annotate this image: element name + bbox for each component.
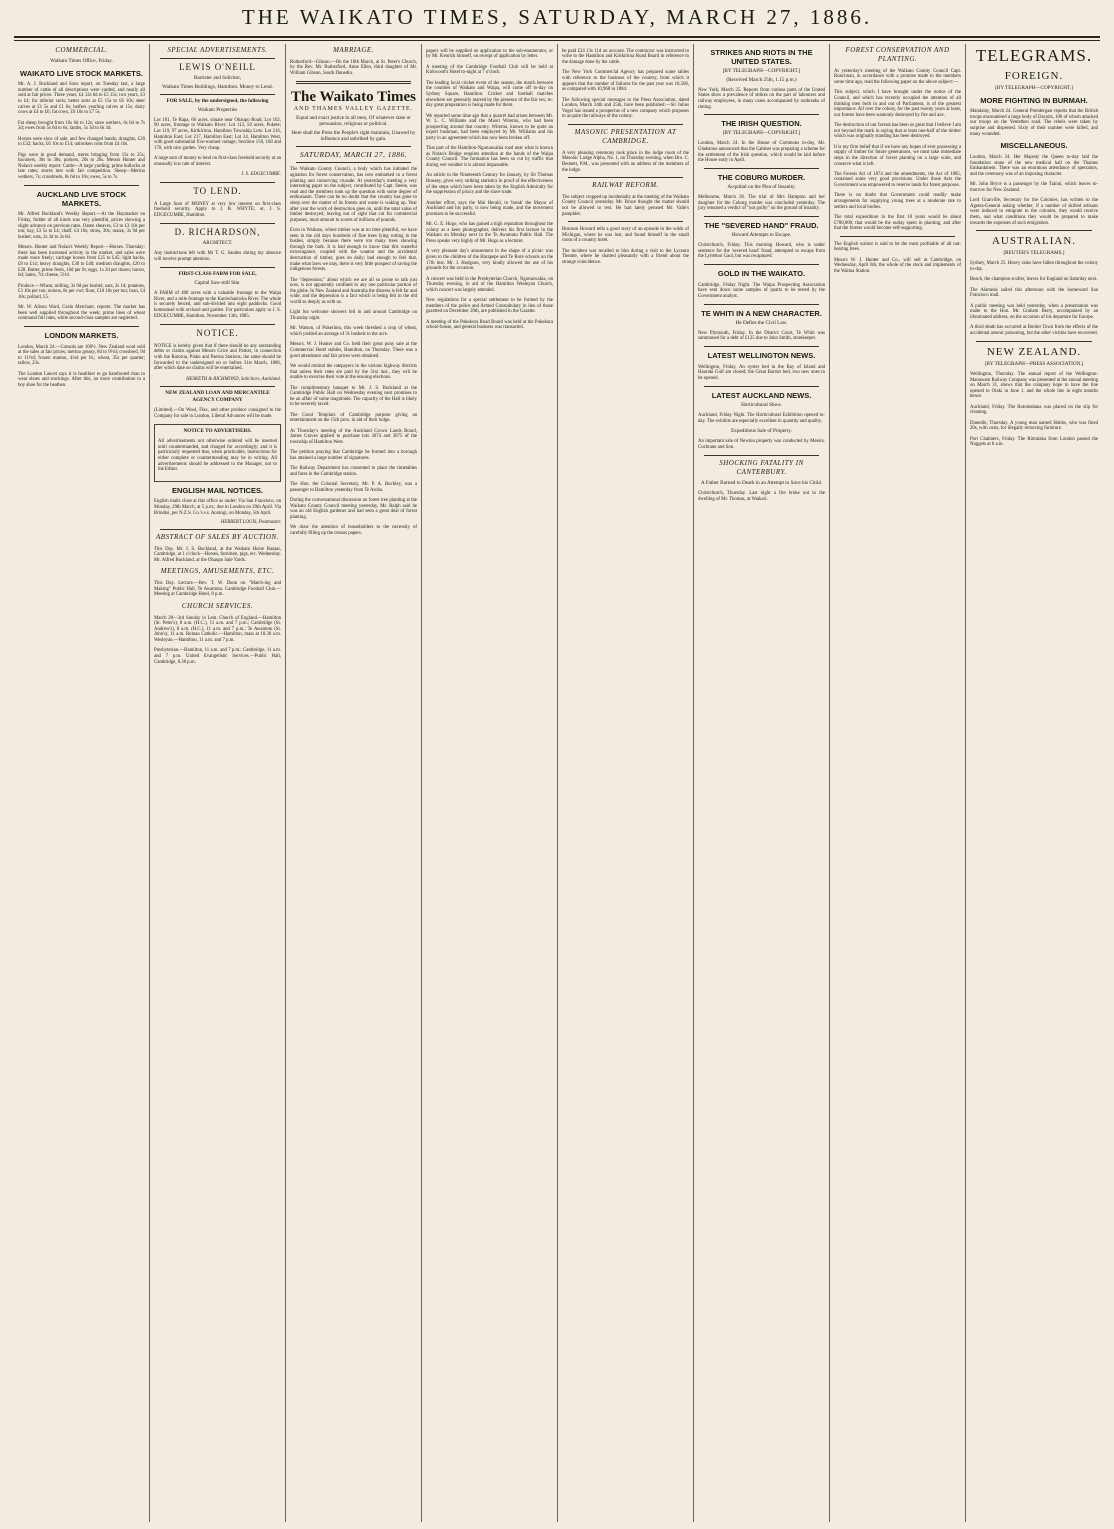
auckland-markets-heading: AUCKLAND LIVE STOCK MARKETS. xyxy=(36,189,127,208)
divider xyxy=(24,185,139,186)
telegram-body: Lord Granville, Secretary for the Colonies, has written to the Agents-General asking whether, if a number of skilled artisans were induced to emigrate to the colonies, they would receive them, and what conditions they would be prepared to make towards the expenses of such emigration. xyxy=(970,198,1098,226)
market-report-paragraph: Horses were slow of sale, and few changed hands; draughts, £20 to £32; hacks, £6 10s to £14; unbroken colts from £4 10s. xyxy=(18,136,145,148)
article-paragraph: The total expenditure in the first 10 years would be about £700,000; that would be the outlay spent in planting, and after that the forests would become self-supporting. xyxy=(834,215,961,232)
local-news-item: The following special messages to the Press Association, dated London, March 24th and 25th, have been published:—Sir Julius Vogel has issued a prospectus of a new company which proposes to acquire the railways of the colony. xyxy=(562,97,689,120)
divider xyxy=(160,94,275,95)
telegram-heading: GOLD IN THE WAIKATO. xyxy=(717,269,806,278)
article-paragraph: The destruction of our forests has been so great that I believe I am not beyond the mark in saying that at least one-half of the timber which was originally standing has been destroyed. xyxy=(834,123,961,140)
mail-notices-body: English mails close at this office as under: Via San Francisco, on Monday, 29th March, at 5 p.m.; due in London on 29th April. Via Brindisi, per N.Z.S. Co.'s s.s. Aorangi, on Monday, 5th April. xyxy=(154,499,281,516)
telegram-subhead: Horticultural Show. xyxy=(741,401,782,408)
divider xyxy=(160,529,275,530)
local-news-item: We draw the attention of householders to the necessity of carefully filling up the census papers. xyxy=(290,525,417,536)
article-paragraph: A very pleasing ceremony took place in the lodge room of the Masonic Lodge Alpha, No. 1, on Thursday evening, when Bro. C. Bennett, P.M., was presented with an address of the members of the lodge. xyxy=(562,150,689,173)
foreign-heading: FOREIGN. xyxy=(1004,70,1064,82)
church-services-heading: CHURCH SERVICES. xyxy=(181,601,254,610)
paper-subtitle: AND THAMES VALLEY GAZETTE. xyxy=(293,105,414,112)
telegram-heading: TE WHITI IN A NEW CHARACTER. xyxy=(701,308,822,318)
article-paragraph: The subject cropped up incidentally at the meeting of the Waikato County Council yesterday. Mr. Bruce thought the matter should not be allowed to rest. He had lately perused Mr. Vaile's pamphlet. xyxy=(562,194,689,217)
new-zealand-heading: NEW ZEALAND. xyxy=(986,345,1082,358)
market-report-paragraph: Produce.—Wheat, milling, 3s 9d per bushel; oats, 2s 1d; potatoes, £3 10s per ton; onions, 8s per cwt; flour, £10 10s per ton; bran, £4 10s; pollard, £5. xyxy=(18,283,145,300)
marriage-notice: Rutherford—Gibson.—On the 10th March, at St. Peter's Church, by the Rev. Mr. Rutherford, Anne Ellen, third daughter of Mr. William Gibson, South Dunedin. xyxy=(290,59,417,76)
column-telegrams xyxy=(966,44,1102,1522)
divider xyxy=(704,168,819,169)
ad-body: Lot 101, Te Rapa, 60 acres, situate near Ohaupo Road; Lot 102, 90 acres, frontage to Waikato River; Lot 113, 50 acres, Pukete; Lot 119, 97 acres, Kirikiriroa. Hamilton Township Lots: Lot 216, Hamilton East; Lot 217, Hamilton East; Lot 34, Hamilton West, with good substantial five-roomed cottage; Sections 150, 168 and 170, with nice garden. Very cheap. xyxy=(154,117,281,151)
telegram-heading: LATEST AUCKLAND NEWS. xyxy=(711,390,812,400)
divider xyxy=(296,81,411,84)
telegram-subhead: Acquittal on the Plea of Insanity. xyxy=(727,183,796,190)
commercial-subhead: Waikato Times Office, Friday. xyxy=(50,58,113,64)
editorial-paragraph: The "depression," about which we are all so prone to talk just now, is not apparently confined to any one particular portion of the globe. In New Zealand and Australia the distress is felt far and wide; and the depression is a fact which is being felt in the old world as deeply as with us. xyxy=(290,277,417,306)
divider xyxy=(704,114,819,115)
auction-sales-body: This Day. Mr. J. S. Buckland, at the Waikato Horse Bazaar, Cambridge, at 1 o'clock—Horses, furniture, pigs, etc. Wednesday. Mr. Alfred Buckland, at the Ohaupo Sale Yards. xyxy=(154,546,281,563)
waikato-markets-heading: WAIKATO LIVE STOCK MARKETS. xyxy=(20,68,143,78)
telegrams-heading: TELEGRAMS. xyxy=(975,46,1093,65)
local-news-item: The New York Commercial Agency has prepared some tables with reference to the business of the country, from which it appears that the number of failures for the past year was 10,568, as compared with 10,968 in 1884. xyxy=(562,70,689,93)
local-news-item: The Good Templars of Cambridge purpose giving an entertainment on the 15th prox. in aid of their lodge. xyxy=(290,412,417,424)
local-news-item: The petition praying that Cambridge be formed into a borough has attained a large number of signatures. xyxy=(290,450,417,461)
ad-title: NEW ZEALAND LOAN AND MERCANTILE AGENCY COMPANY xyxy=(165,390,270,403)
column-local-news xyxy=(422,44,558,1522)
local-news-item: Another effort, says the Mai Herald, to 'break' the Mayor of Auckland and his party, is now being made, and the movement promises to be successful. xyxy=(426,200,553,217)
article-paragraph: Messrs W. J. Hunter and Co., will sell at Cambridge, on Wednesday, April 6th, the whole of the stock and implements of the Waitoa Station. xyxy=(834,257,961,274)
telegram-body: Beach, the champion sculler, leaves for England on Saturday next. xyxy=(970,277,1098,283)
local-news-item: The Hon. the Colonial Secretary, Mr. P. A. Buckley, was a passenger to Hamilton yesterday from Te Aroha. xyxy=(290,482,417,493)
advertisement xyxy=(154,390,281,419)
article-paragraph: The incident was recalled to him during a visit to the Lyceum Theatre, where he chatted pleasantly with a friend about the strange coincidence. xyxy=(562,248,689,265)
telegram-heading: LATEST WELLINGTON NEWS. xyxy=(707,351,816,361)
ad-subtitle: Capital Saw-mill Site. xyxy=(194,279,241,286)
editorial-dateline: SATURDAY, MARCH 27, 1886. xyxy=(299,149,408,159)
telegram-heading: MISCELLANEOUS. xyxy=(1000,141,1068,151)
telegram-heading: STRIKES AND RIOTS IN THE UNITED STATES. xyxy=(710,48,813,66)
local-news-item: We would remind the ratepayers in the various highway districts that unless their rates are paid by the 31st inst., they will be unable to exercise their vote at the ensuing elections. xyxy=(290,363,417,381)
divider xyxy=(160,182,275,183)
divider xyxy=(976,230,1092,231)
auction-sales-heading: ABSTRACT OF SALES BY AUCTION. xyxy=(156,532,279,541)
marriage-heading: MARRIAGE. xyxy=(333,46,374,54)
local-news-item: A concert was held in the Presbyterian Church, Ngaruawahia, on Thursday evening, in aid of the Hamilton Wesleyan Church, which concert was largely attended. xyxy=(426,276,553,293)
telegram-body: A third death has occurred at Border Town from the effects of the accidental arsenic poisoning, but the other victims have recovered. xyxy=(970,325,1098,337)
article-paragraph: It is my firm belief that if we have any hopes of ever possessing a supply of timber for future generations, we must take immediate steps in the direction of forest planting on a large scale, and conserve what is left. xyxy=(834,144,961,167)
mail-signature: HERBERT LOUIS, Postmaster. xyxy=(220,520,281,526)
column-news-continued xyxy=(558,44,694,1522)
local-news-item: papers will be supplied on application to the sub-enumerator, or by Mr. Kenrick himself, on receipt of application by letter. xyxy=(426,48,553,60)
telegram-subhead: He Defies the Civil Law. xyxy=(735,319,788,326)
article-paragraph: Bronson Howard tells a good story of an episode in the wilds of Michigan, where he was lost, and found himself in the small room of a country hotel. xyxy=(562,227,689,244)
ad-title: FOR SALE, by the undersigned, the following xyxy=(166,98,269,104)
ad-line: Waikato Times Buildings, Hamilton. Money to Lend. xyxy=(162,83,273,90)
telegram-body: Cambridge, Friday Night. The Waipa Prospecting Association have sent down some samples of quartz to be tested by the Government analyst. xyxy=(698,282,825,299)
meetings-body: This Day. Lecture.—Rev. T. W. Dunn on "Match-ing and Making" Public Hall, Te Awamutu. Cambridge Football Club.—Meeting at Cambridge Hotel, 8 p.m. xyxy=(154,581,281,598)
divider xyxy=(160,58,275,59)
ad-body: (Limited).—On Wool, Flax, and other produce consigned to the Company for sale in London, Liberal Advances will be made. xyxy=(154,407,281,419)
telegram-heading: MORE FIGHTING IN BURMAH. xyxy=(980,95,1088,105)
telegram-received: (Received March 25th, 1.15 p.m.) xyxy=(726,76,797,83)
telegram-subhead: A Father Burned to Death in an Attempt to Save his Child. xyxy=(700,479,823,486)
column-telegraphic-news xyxy=(694,44,830,1522)
market-report-paragraph: Pigs were in good demand, stores bringing from 15s to 25s; baconers, 30s to 38s; porkers, 20s to 26s. Messrs Hunter and Nolan's weekly report: Cattle—A large yarding; prime bullocks at late rates; stores met with fair competition. Sheep—Merino wethers, 7s; crossbreds, 8s 6d to 10s; ewes, 5s to 7s. xyxy=(18,152,145,180)
ad-body: A large sum of money to lend on first-class freehold security at an unusually low rate of interest. xyxy=(154,156,281,167)
ad-body: All advertisements not otherwise ordered will be inserted until countermanded, and charged for accordingly; and it is particularly requested that, when practicable, instructions for either complete or countermanding may be in writing. All advertisements should be addressed to the Manager, not to the Editor. xyxy=(158,439,277,473)
local-news-item: Mr. G. E. Hugo, who has gained a high reputation throughout the colony as a keen photographer, delivers his first lecture in the Waikato on Monday next in the Te Awamutu Public Hall. The Press speaks very highly of Mr. Hugo as a lecturer. xyxy=(426,222,553,244)
divider xyxy=(976,341,1092,342)
divider xyxy=(704,264,819,265)
divider xyxy=(296,162,411,163)
article-paragraph: At yesterday's meeting of the Waikato County Council Capt. Runciman, in accordance with a promise made to the members some time ago, read the following paper on the above subject:— xyxy=(834,68,961,85)
telegram-body: Mandalay, March 24. General Prendergast reports that the British troops encountered a large body of Dacoits, 100 of whom attacked our troops on the Yemethen road. The rebels were taken by surprise and dispersed. Sixty of their number were killed, and many wounded. xyxy=(970,109,1098,137)
ad-body: A Large Sum of MONEY at very low interest on first-class freehold security. Apply to J. B. WHYTE; or, J. S. EDGECUMBE, Hamilton. xyxy=(154,201,281,218)
local-news-item: A meeting of the Pukekura Road Board was held at the Pukekura school-house, and general business was transacted. xyxy=(426,319,553,331)
ad-subtitle: ARCHITECT. xyxy=(202,240,233,247)
ad-body: NOTICE is hereby given that if there should be any outstanding debts or claims against Messrs Grice and Parker, in connection with the Rotorua, Piako and Paeroa Stations, the same should be forwarded to the undersigned on or before 31st March, 1886, after which date no claims will be entertained. xyxy=(154,343,281,372)
local-news-item: be paid £24 13s 11d on account. The contractor was instructed to write to the Hamilton and Kirikiriroa Road Board in reference to the damage done by the cattle. xyxy=(562,48,689,65)
divider xyxy=(568,124,683,125)
advertisement xyxy=(154,227,281,262)
local-news-item: Light but welcome showers fell in and around Cambridge on Thursday night. xyxy=(290,310,417,322)
local-news-item: A meeting of the Cambridge Football Club will be held at Kirkwood's Hotel to-night at 7 o'clock. xyxy=(426,64,553,76)
column-commercial xyxy=(14,44,150,1522)
divider xyxy=(568,221,683,222)
divider xyxy=(160,223,275,224)
church-services-body: Presbyterian.—Hamilton, 11 a.m. and 7 p.m.; Cambridge, 11 a.m. and 7 p.m. United Evangelistic Services.—Public Hall, Cambridge, 8.30 p.m. xyxy=(154,648,281,665)
telegram-body: The Alameda sailed this afternoon with the homeward San Francisco mail. xyxy=(970,287,1098,299)
telegram-body: London, March 24. Her Majesty the Queen to-day laid the foundation stone of the new medical hall on the Thames Embankment. There was an enormous attendance of spectators, and the ceremony was of an imposing character. xyxy=(970,155,1098,177)
divider xyxy=(24,326,139,327)
advertisement xyxy=(154,271,281,319)
telegram-body: Christchurch, Thursday. Last night a fire broke out in the dwelling of Mr. Thomas, at Waikari. xyxy=(698,490,825,502)
masthead xyxy=(0,0,1114,40)
telegram-body: Auckland, Friday. The Rotomahana was placed on the slip for cleaning. xyxy=(970,404,1098,416)
market-report-paragraph: Messrs. Hunter and Nolan's Weekly Report.—Horses. Thursday: there has been increased activity in the market, and sales were made more freely; carriage horses from £25 to £45; light hacks, £8 to £14; heavy draughts, £30 to £40; medium draughts, £20 to £28. Butter, prime fresh, 10d per lb; eggs, 1s 2d per dozen; bacon, 6d; hams, 7d; cheese, 5½d. xyxy=(18,245,145,279)
column-forest-conservation xyxy=(830,44,966,1522)
advertisement xyxy=(154,98,281,178)
ad-title: FIRST-CLASS FARM FOR SALE, xyxy=(178,271,257,278)
market-report-paragraph: London, March 24.—Consols are 100½. New Zealand wool sold at the sales at fair prices; merino greasy, 8d to 9½d; crossbred, 9d to 11½d; frozen mutton, 4¼d per lb.; wheat, 35s per quarter; tallow, 23s. xyxy=(18,344,145,367)
telegram-source: [REUTER'S TELEGRAMS.] xyxy=(1003,250,1065,257)
ad-title: LEWIS O'NEILL xyxy=(179,62,256,72)
telegram-subhead: Expeditious Sale of Property. xyxy=(731,428,792,435)
local-news-item: The Railway Department has consented to place the timetables and fares in the Cambridge station. xyxy=(290,466,417,477)
london-markets-heading: LONDON MARKETS. xyxy=(44,330,119,340)
article-paragraph: The English walnut is said to be the most profitable of all nut-bearing trees. xyxy=(834,241,961,253)
telegram-body: Dunedin, Thursday. A young man named Hobbs, who was fined 20s, with costs, for illegally removing furniture. xyxy=(970,420,1098,432)
article-paragraph: The Forests Act of 1874 and the amendments, the Act of 1885, contained some very good provisions. Under those Acts the Government was empowered to reserve lands for forest purposes. xyxy=(834,171,961,189)
telegram-body: Wellington, Thursday. The annual report of the Wellington-Manawatu Railway Company was presented at the annual meeting on March 31, shows that the company hope to have the line opened to Otaki in June 1, and the whole line in eight months hence. xyxy=(970,371,1098,400)
divider xyxy=(568,177,683,178)
ad-title: D. RICHARDSON, xyxy=(174,227,261,238)
editorial-paragraph: Even in Waikato, where timber was at no time plentiful, we have seen in the old days hundreds of fine trees lying rotting in the bushes, simply because there were too many trees showing through the bark. It is bad enough to know that this wasteful extravagance, coupled with the wanton and the accidental destruction of timber, goes on daily; bad enough to feel that, make what laws we may, there is very little prospect of saving the indigenous forests. xyxy=(290,228,417,273)
telegram-source: [BY TELEGRAPH—COPYRIGHT.] xyxy=(722,68,801,74)
telegram-body: New York, March 25. Reports from various parts of the United States show a prevalence of strikes on the part of labourers and railway employees, in many cases accompanied by outbreaks of rioting. xyxy=(698,87,825,110)
masthead-rule xyxy=(14,36,1100,38)
divider xyxy=(704,304,819,305)
railway-reform-heading: RAILWAY REFORM. xyxy=(592,181,659,190)
divider xyxy=(296,146,411,147)
church-services-body: March 28—3rd Sunday in Lent. Church of England.—Hamilton (St. Peter's), 8 a.m. (H.C.), 11 a.m. and 7 p.m.; Cambridge (St. Andrew's), 8 a.m. (H.C.), 11 a.m. and 7 p.m.; Te Awamutu (St. John's), 11 a.m. Roman Catholic.—Hamilton, mass at 10.30 a.m. Wesleyan.—Hamilton, 11 a.m. and 7 p.m. xyxy=(154,615,281,644)
divider xyxy=(704,386,819,387)
divider xyxy=(160,267,275,268)
column-advertisements xyxy=(150,44,286,1522)
ad-title: TO LEND. xyxy=(193,185,242,196)
telegram-body: An important sale of Newton property was conducted by Messrs. Cochrane and Son. xyxy=(698,439,825,451)
local-news-item: The complimentary banquet to Mr. J. S. Buckland at the Cambridge Public Hall on Wednesday evening next promises to be an affair of some magnitude. The capacity of the Hall is likely to be severely taxed. xyxy=(290,385,417,408)
newspaper-columns xyxy=(14,44,1104,1522)
telegram-body: Mr. John Bryce is a passenger by the Tainui, which leaves to-morrow for New Zealand. xyxy=(970,182,1098,193)
article-paragraph: This subject, which I have brought under the notice of the Council, and which has recently occupied the attention of all thinking men both in and out of Parliament, is of the greatest importance. All over the colony, for the past twenty years at least, our forests have been wantonly destroyed by fire and axe. xyxy=(834,90,961,118)
newspaper-title: THE WAIKATO TIMES, SATURDAY, MARCH 27, 1886. xyxy=(241,5,873,29)
advertisements-heading: SPECIAL ADVERTISEMENTS. xyxy=(167,46,268,54)
forest-conservation-heading: FOREST CONSERVATION AND PLANTING. xyxy=(845,46,950,63)
australian-heading: AUSTRALIAN. xyxy=(991,235,1077,248)
ad-signature: J. S. EDGECUMBE. xyxy=(241,172,281,178)
commercial-heading: COMMERCIAL. xyxy=(55,46,108,54)
ad-body: Any instructions left with Mr T. G. Sandes during my absence will receive prompt attention. xyxy=(154,251,281,262)
local-news-item: The leading local cricket event of the season, the match between the counties of Waikato and Waipa, will come off to-day on Sydney Square, Hamilton. Cricket and football matches elsewhere are generally marred by the presence of the fair sex; to-day great preparation is being made for them. xyxy=(426,80,553,109)
ad-title: NOTICE TO ADVERTISERS. xyxy=(183,427,252,434)
advertisement-boxed xyxy=(154,424,281,482)
masthead-rule-thin xyxy=(14,40,1100,41)
divider xyxy=(160,324,275,325)
local-news-item: We reported some time ago that a quarrel had arisen between Mr. W. L. C. Williams and the Maori Wiremu, who had been prospecting around that country. Wiremu, known to be quite an expert bushman, had been employed by Mr. Williams and his party in an agreement which has now been broken off. xyxy=(426,113,553,141)
local-news-item: New regulations for a special settlement to be formed by the members of the police and Armed Constabulary in lieu of those gazetted on December 20th, are published in the Gazette. xyxy=(426,298,553,315)
masonic-presentation-heading: MASONIC PRESENTATION AT CAMBRIDGE. xyxy=(574,127,677,145)
telegram-body: Auckland, Friday Night. The Horticultural Exhibition opened to-day. The exhibits are especially excellent in quantity and quality. xyxy=(698,412,825,424)
market-report-paragraph: Fat sheep brought from 10s 6d to 12s; store wethers, 6s 6d to 7s 3d; ewes from 5s 6d to 6s; lambs, 5s 3d to 6s 3d. xyxy=(18,120,145,132)
divider xyxy=(840,236,955,237)
telegram-body: New Plymouth, Friday. In the District Court, Te Whiti was summoned for a debt of £125 due to John Smith, storekeeper. xyxy=(698,330,825,342)
telegram-source: [BY TELEGRAPH—COPYRIGHT.] xyxy=(995,85,1073,91)
paper-motto: Here shall the Press the People's right maintain, Unawed by influence and unbribed by gain. xyxy=(291,129,416,143)
local-news-item: Messrs. W. J. Hunter and Co. held their great pony sale at the Commercial Hotel stables, Hamilton, on Thursday. There was a good attendance and fair prices were obtained. xyxy=(290,342,417,359)
editorial-paragraph: The Waikato County Council, a body which has initiated the agitation for forest conservation, has now embarked in a forest planting and conserving crusade. At yesterday's meeting a very interesting paper on the subject, contributed by Capt. Steele, was read and the members took up the question with some degree of enthusiasm. There can be no doubt that the country has gone to sleep over the matter of its forests and waste is waking up. Year after year the work of destruction goes on, until the total value of timber destroyed, leaving out of sight that cut for commercial purposes, must amount to scores of millions of pounds. xyxy=(290,167,417,223)
column-editorial xyxy=(286,44,422,1522)
meetings-heading: MEETINGS, AMUSEMENTS, ETC. xyxy=(160,567,275,576)
telegram-body: Port Chalmers, Friday. The Rimutaka from London passed the Nuggets at 8 a.m. xyxy=(970,436,1098,448)
advertisement xyxy=(154,62,281,90)
advertisement xyxy=(154,186,281,219)
telegram-subhead: Howard Attempts to Escape. xyxy=(731,231,792,238)
market-report-paragraph: Mr. W. Alison Ward, Grain Merchant, reports: The market has been well supplied throughout the week; prime lines of wheat command full rates, while second-class samples are neglected. xyxy=(18,305,145,322)
ad-subtitle: Barrister and Solicitor, xyxy=(193,75,242,81)
paper-nameplate: The Waikato Times xyxy=(290,88,417,105)
advertisement xyxy=(154,328,281,382)
telegram-heading: THE "SEVERED HAND" FRAUD. xyxy=(704,220,819,230)
telegram-heading: THE IRISH QUESTION. xyxy=(721,119,802,129)
paper-motto: Equal and exact justice to all men, Of whatever state or persuasion, religious or political. xyxy=(296,114,411,128)
telegram-source: [BY TELEGRAPH—COPYRIGHT.] xyxy=(722,130,801,137)
divider xyxy=(704,216,819,217)
local-news-item: Mr. Watson, of Pukerimu, this week threshed a crop of wheat, which yielded an average of 31 bushels to the acre. xyxy=(290,326,417,337)
telegram-body: Melbourne, March 26. The trial of Mrs Hampton and her daughter for the Coburg murder was concluded yesterday. The jury returned a verdict of "not guilty" on the ground of insanity. xyxy=(698,195,825,212)
divider xyxy=(160,386,275,387)
divider xyxy=(704,346,819,347)
telegram-body: Christchurch, Friday. This morning Howard, who is under sentence for the 'severed hand' fraud, attempted to escape from the Lyttelton Gaol, but was recaptured. xyxy=(698,243,825,260)
telegram-heading: THE COBURG MURDER. xyxy=(717,172,806,182)
local-news-item: That part of the Hamilton-Ngaruawahia road near what is known as Nolan's Bridge requires attention at the hands of the Waipa County Council. The formation has been so cut by traffic that during wet weather it is almost impassable. xyxy=(426,146,553,169)
market-report-paragraph: Mr. A. J. Buckland and Sons report, on Tuesday last, a large number of cattle of all descriptions were yarded, and nearly all sold at fair prices. Three years, £4 12s 6d to £5 15s; two years, £3 to £4; for inferior sorts; better sorts at £5 15s to £6 10s; steer calves at £1 5s and £1 6s; heifers yearling calves at 15s; dairy cows at £4 to £6; fat cows, £6 10s to £7 5s. xyxy=(18,82,145,116)
telegram-source: [BY TELEGRAPH—PRESS ASSOCIATION.] xyxy=(984,360,1084,367)
telegram-body: A public meeting was held yesterday, when a presentation was made to the Hon. Mr. Graham Berry, accompanied by an illuminated address, on the occasion of his departure for Europe. xyxy=(970,303,1098,321)
telegram-body: London, March 24. In the House of Commons to-day, Mr. Gladstone announced that the Cabinet was preparing a scheme for the settlement of the Irish question, which would be laid before the House early in April. xyxy=(698,141,825,164)
divider xyxy=(704,455,819,456)
telegram-body: Sydney, March 25. Heavy rains have fallen throughout the colony to-day. xyxy=(970,261,1098,273)
local-news-item: A very pleasant day's amusement in the shape of a picnic was given to the children of the Harapepe and Te Rore schools on the 17th inst. Mr. J. Hodgson, very kindly allowed the use of his grounds for the occasion. xyxy=(426,249,553,272)
filler-paragraph: The London Lancet says it is healthier to go barefooted than to wear shoes and stockings. After this, no more contribution to a boy shoe for the heathen. xyxy=(18,371,145,389)
telegram-heading: SHOCKING FATALITY IN CANTERBURY. xyxy=(719,458,804,476)
local-news-item: An article in the Nineteenth Century for January, by Sir Thomas Brassey, gives very striking statistics in proof of the effectiveness of the steps which have been taken by the English Admiralty for the suppression of piracy and the slave trade. xyxy=(426,173,553,196)
mail-notices-heading: ENGLISH MAIL NOTICES. xyxy=(171,485,264,495)
telegram-body: Wellington, Friday. An oyster bed in the Bay of Island and Hauraki Gulf are closed; the Great Barrier bed, two new ones to be opened. xyxy=(698,364,825,382)
ad-body: A FARM of 400 acres with a valuable frontage to the Waipa River, and a mile frontage to the Kaniwhaniwha River. The whole is securely fenced, and sub-divided into eight paddocks. Good homestead with orchard and garden. For particulars apply to J. S. EDGECUMBE, Hamilton, November 13th, 1885. xyxy=(154,291,281,319)
local-news-item: At Thursday's meeting of the Auckland Crown Lands Board, James Graves applied to purchase lots 3074 and 3075 of the township of Hamilton West. xyxy=(290,428,417,445)
local-news-item: During the conversational discussion on forest tree planting at the Waikato County Council meeting yesterday, Mr. Ralph said he was an old English gardener and had seen a great deal of forest planting. xyxy=(290,498,417,521)
ad-signature: HESKETH & RICHMOND, Solicitors, Auckland. xyxy=(186,376,281,382)
article-paragraph: There is no doubt that Government could readily make arrangements for supplying young trees at a moderate rate to settlers and local bodies. xyxy=(834,193,961,210)
ad-subtitle: Waikato Properties xyxy=(197,106,238,113)
market-report-paragraph: Mr. Alfred Buckland's Weekly Report.—At the Haymarket on Friday, fodder of all kinds was very plentiful, prices showing a slight advance on previous rates. Oaten sheaves, £3 to £3 10s per ton; hay, £3 5s to £4; chaff, £4 10s; straw, 30s; maize, 3s 9d per bushel; oats, 2s 3d to 2s 6d. xyxy=(18,212,145,240)
ad-title: NOTICE. xyxy=(196,327,239,338)
